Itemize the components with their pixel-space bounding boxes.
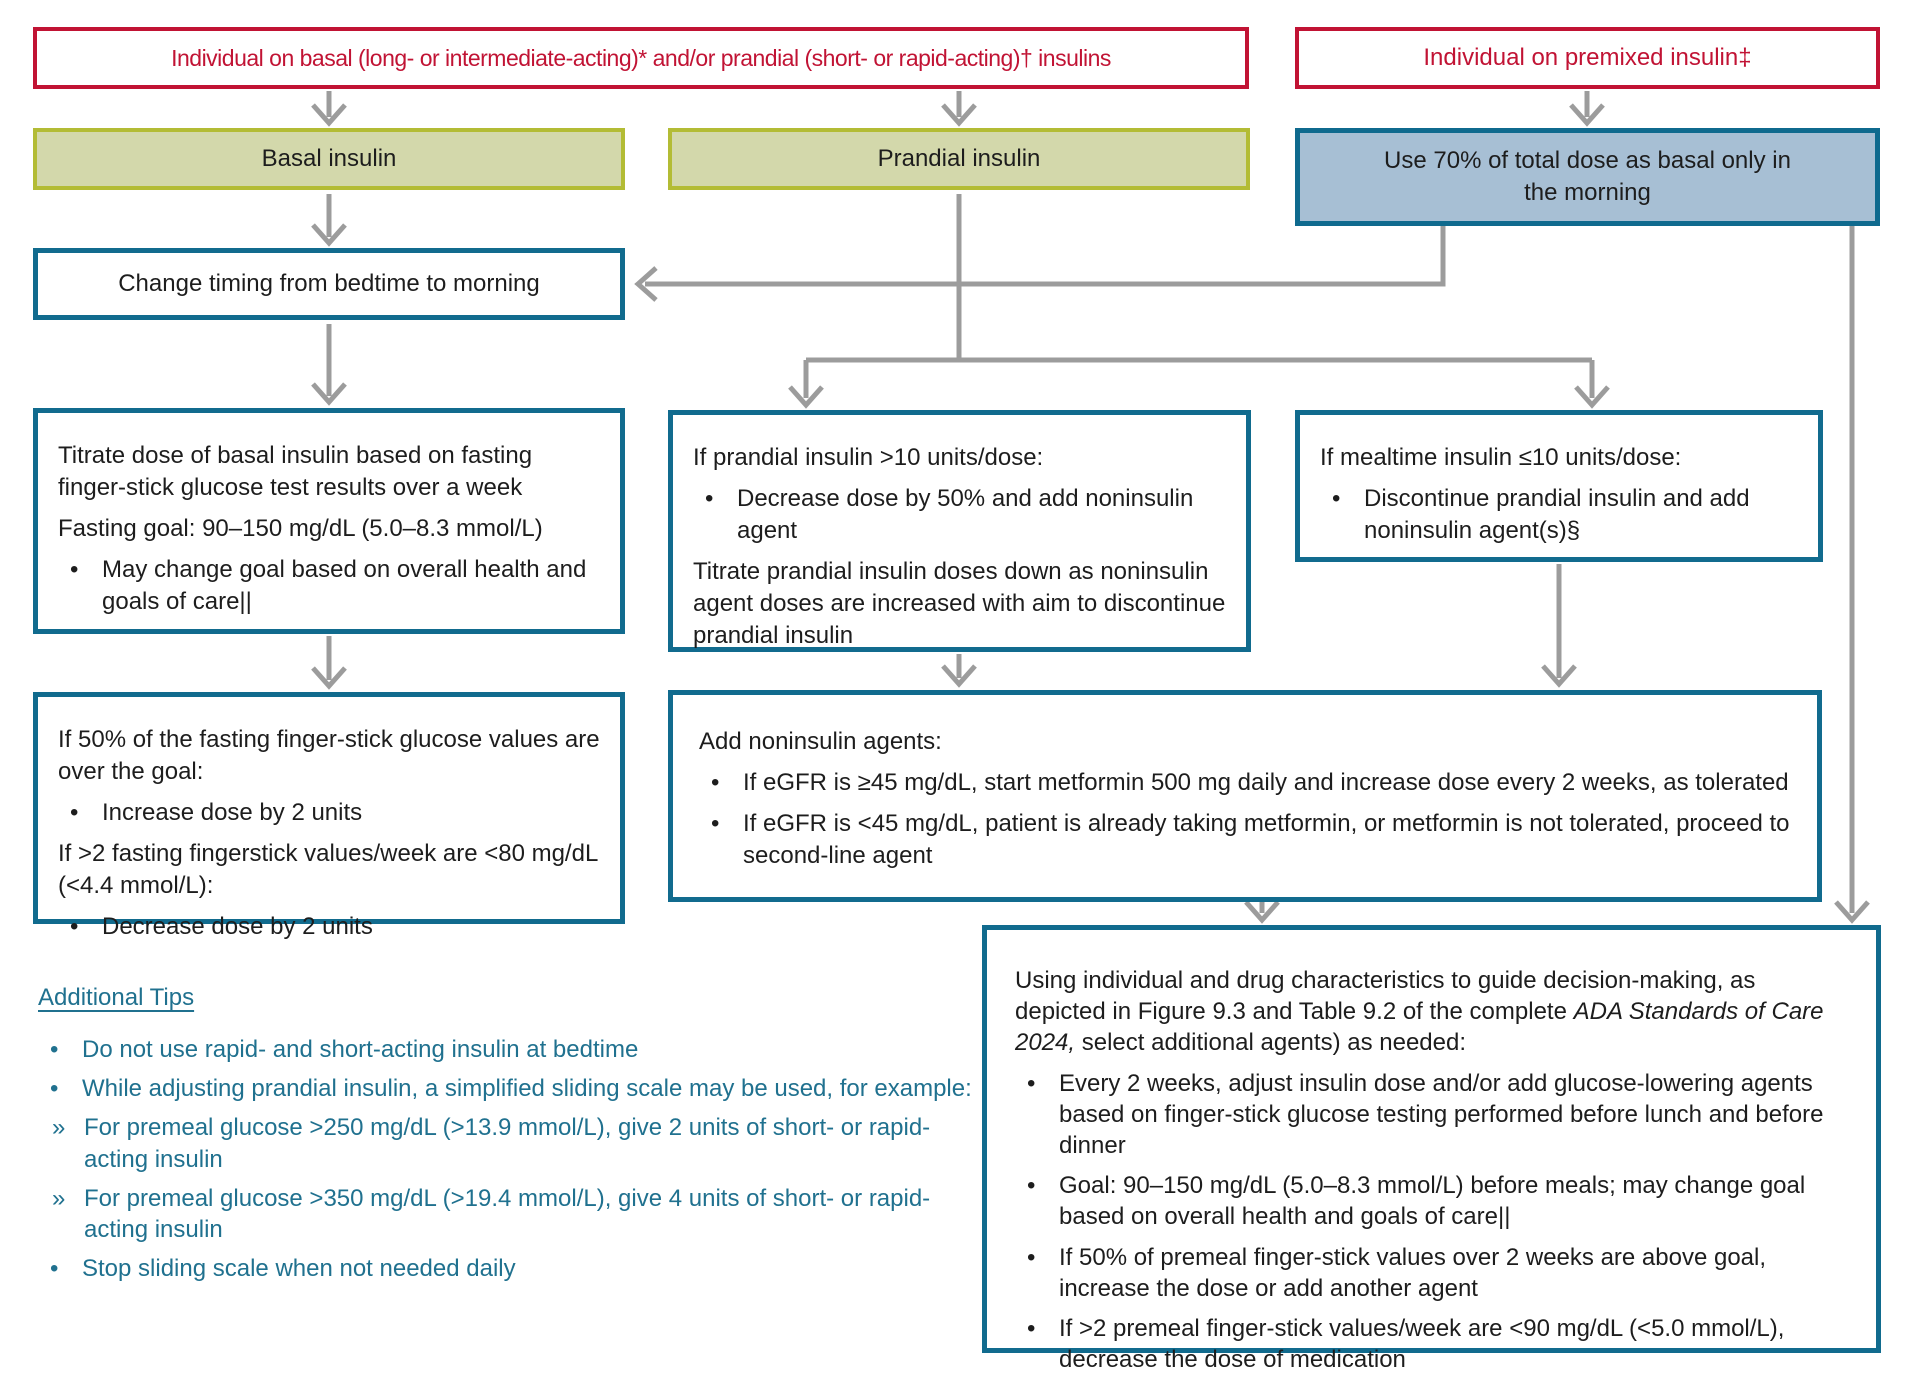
decision-making-box <box>982 925 1881 1374</box>
bullet-marker: • <box>711 768 720 796</box>
if-mealtime-p1: If mealtime insulin ≤10 units/dose: <box>1320 444 1682 471</box>
arrow-blue-to-bottom-right <box>1836 225 1868 920</box>
titrate-basal-box <box>33 408 625 634</box>
decision-intro-post: select additional agents) as needed: <box>1075 1029 1466 1057</box>
arrow-change-timing-to-titrate <box>313 324 345 402</box>
arrow-titrate-to-if50 <box>313 636 345 686</box>
bullet-marker: • <box>1027 1069 1036 1097</box>
bullet-marker: • <box>1332 484 1341 512</box>
bullet-marker: • <box>1027 1243 1036 1271</box>
bullet-marker: • <box>50 1035 59 1063</box>
bullet-marker: • <box>50 1074 59 1102</box>
tip-2-sub-1: » For premeal glucose >250 mg/dL (>13.9 mmol/L), give 2 units of short- or rapid-acting insulin <box>38 1112 978 1176</box>
branch-prandial-label: Prandial insulin <box>877 145 1041 172</box>
arrow-ifprandial-to-addnoninsulin <box>943 654 975 684</box>
header-basal-prandial-box <box>33 27 1249 89</box>
titrate-p2: Fasting goal: 90–150 mg/dL (5.0–8.3 mmol/L) <box>58 514 543 542</box>
arrow-basal-to-change-timing <box>313 194 345 243</box>
if-mealtime-bullet: • Discontinue prandial insulin and add noninsulin agent(s)§ <box>1320 483 1798 547</box>
bullet-marker: • <box>70 912 79 940</box>
decision-intro-pre: Using individual and drug characteristics to guide decision-making, as depicted in Figure 9.3 and Table 9.2 of the complete <box>1015 967 1756 1026</box>
tip-1: • Do not use rapid- and short-acting insulin at bedtime <box>38 1034 978 1066</box>
add-noninsulin-bullet-2: • If eGFR is <45 mg/dL, patient is already taking metformin, or metformin is not tolerated, proceed to second-line agent <box>699 808 1791 872</box>
tip-2-sub-2: » For premeal glucose >350 mg/dL (>19.4 mmol/L), give 4 units of short- or rapid-acting insulin <box>38 1183 978 1247</box>
arrow-blue-to-change-timing <box>638 225 1443 300</box>
if50-bullet-1: • Increase dose by 2 units <box>58 797 600 829</box>
decision-bullet-2: • Goal: 90–150 mg/dL (5.0–8.3 mmol/L) before meals; may change goal based on overall health and goals of care|| <box>1015 1170 1848 1232</box>
if-mealtime-box <box>1295 410 1823 562</box>
titrate-p1: Titrate dose of basal insulin based on fasting finger-stick glucose test results over a week <box>58 442 533 501</box>
decision-intro-italic: ADA Standards of Care 2024, <box>1015 998 1824 1057</box>
if-prandial-p2: Titrate prandial insulin doses down as noninsulin agent doses are increased with aim to discontinue prandial insulin <box>693 557 1226 649</box>
branch-basal-label: Basal insulin <box>261 145 397 172</box>
arrow-premixed-to-blue <box>1571 91 1603 123</box>
if50-p1: If 50% of the fasting finger-stick glucose values are over the goal: <box>58 726 600 785</box>
if50-bullet-2: • Decrease dose by 2 units <box>58 911 600 943</box>
bullet-marker: • <box>50 1255 59 1283</box>
bullet-marker: • <box>1027 1314 1036 1342</box>
if-prandial-box <box>668 410 1251 652</box>
decision-bullet-1: • Every 2 weeks, adjust insulin dose and/or add glucose-lowering agents based on finger-stick glucose testing performed before lunch and before dinner <box>1015 1068 1848 1162</box>
sub-bullet-marker: » <box>52 1184 66 1212</box>
bullet-marker: • <box>711 809 720 837</box>
additional-tips-section <box>38 982 978 1292</box>
decision-intro <box>1015 965 1848 1059</box>
decision-bullet-4: • If >2 premeal finger-stick values/week are <90 mg/dL (<5.0 mmol/L), decrease the dose of medication <box>1015 1313 1848 1374</box>
tip-3: • Stop sliding scale when not needed daily <box>38 1253 978 1285</box>
additional-tips-heading: Additional Tips <box>38 984 195 1011</box>
add-noninsulin-p1: Add noninsulin agents: <box>699 728 942 755</box>
bullet-marker: • <box>70 798 79 826</box>
arrow-addnoninsulin-to-bottom <box>1246 902 1278 920</box>
if-prandial-p1: If prandial insulin >10 units/dose: <box>693 444 1044 471</box>
add-noninsulin-bullet-1: • If eGFR is ≥45 mg/dL, start metformin 500 mg daily and increase dose every 2 weeks, as tolerated <box>699 767 1791 799</box>
premixed-action-label: Use 70% of total dose as basal only in the morning <box>1384 146 1791 206</box>
bullet-marker: • <box>70 555 79 583</box>
if-prandial-bullet: • Decrease dose by 50% and add noninsulin agent <box>693 483 1226 547</box>
arrow-header-to-prandial <box>943 91 975 123</box>
bullet-marker: • <box>705 484 714 512</box>
decision-bullet-3: • If 50% of premeal finger-stick values over 2 weeks are above goal, increase the dose or add another agent <box>1015 1242 1848 1304</box>
branch-prandial-box <box>668 128 1250 190</box>
if50-fasting-box <box>33 692 625 940</box>
tip-2: • While adjusting prandial insulin, a simplified sliding scale may be used, for example: <box>38 1073 978 1105</box>
if50-p2: If >2 fasting fingerstick values/week are <80 mg/dL (<4.4 mmol/L): <box>58 839 598 899</box>
branch-basal-box <box>33 128 625 190</box>
header-premixed-label: Individual on premixed insulin‡ <box>1423 44 1752 71</box>
arrow-ifmealtime-to-addnoninsulin <box>1543 564 1575 684</box>
add-noninsulin-box <box>668 690 1822 902</box>
bullet-marker: • <box>1027 1172 1036 1200</box>
header-premixed-box <box>1295 27 1880 89</box>
titrate-bullet: • May change goal based on overall health and goals of care|| <box>58 554 600 618</box>
premixed-action-box <box>1295 128 1880 226</box>
change-timing-label: Change timing from bedtime to morning <box>118 270 540 298</box>
change-timing-box <box>33 248 625 320</box>
header-basal-prandial-label: Individual on basal (long- or intermediate-acting)* and/or prandial (short- or rapid-acting)† insulins <box>171 44 1111 71</box>
arrow-header-to-basal <box>313 91 345 123</box>
sub-bullet-marker: » <box>52 1113 66 1141</box>
